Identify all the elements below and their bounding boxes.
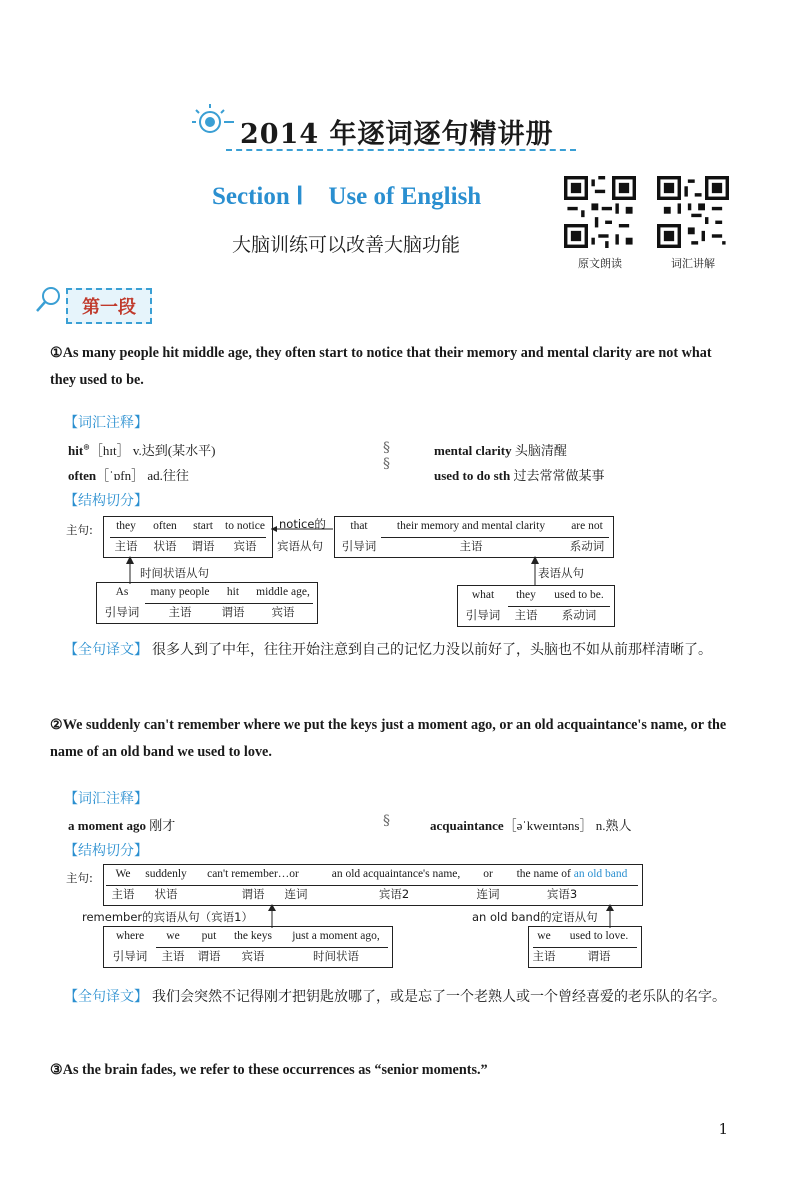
- sentence-3: ③As the brain fades, we refer to these occurrences as “senior moments.”: [50, 1062, 488, 1078]
- remember-clause-box: where we put the keys just a moment ago, 引导词 主语 谓语 宾语 时间状语: [103, 926, 393, 968]
- main-clause-label: 主句:: [66, 871, 93, 885]
- qr-code-vocab[interactable]: [657, 176, 729, 248]
- lightbulb-icon: [188, 98, 238, 142]
- vocab-item: mental clarity 头脑清醒: [434, 443, 567, 458]
- main-clause-box: We suddenly can't remember…or an old acquaintance's name, or the name of an old band 主语 状语 谓语 连词 宾语2 连词 宾语3: [103, 864, 643, 906]
- paragraph-badge: 第一段: [66, 288, 152, 324]
- vocab-item: often［ˈɒfn］ ad.往往: [68, 468, 189, 483]
- sentence-2: ②We suddenly can't remember where we put the keys just a moment ago, or an old acquaintance's name, or the name of an old band we used to love.: [50, 717, 727, 760]
- object-clause-box: that their memory and mental clarity are not 引导词 主语 系动词: [334, 516, 614, 558]
- structure-tag-2: 【结构切分】: [64, 843, 148, 859]
- predicative-clause-box: what they used to be. 引导词 主语 系动词: [457, 585, 615, 627]
- main-clause-box: they often start to notice 主语 状语 谓语 宾语: [103, 516, 273, 558]
- vocab-tag-1: 【词汇注释】: [64, 415, 148, 431]
- qr-label-vocab: 词汇讲解: [671, 257, 715, 270]
- page-title: 2014 年逐词逐句精讲册: [240, 119, 554, 150]
- vocab-item: used to do sth 过去常常做某事: [434, 468, 605, 483]
- arrow-left-icon: [269, 522, 334, 536]
- time-clause-box: As many people hit middle age, 引导词 主语 谓语 宾语: [96, 582, 318, 624]
- vocab-item: hit⊛［hɪt］ v.达到(某水平): [68, 442, 216, 458]
- vocab-item: acquaintance［əˈkweɪntəns］ n.熟人: [430, 818, 632, 833]
- subtitle: 大脑训练可以改善大脑功能: [232, 234, 461, 256]
- page-number: 1: [718, 1120, 728, 1138]
- arrow-up-icon: [120, 556, 140, 584]
- attributive-clause-label: an old band的定语从句: [472, 910, 598, 924]
- qr-code-audio[interactable]: [564, 176, 636, 248]
- divider-glyph: § §: [383, 440, 390, 472]
- title-divider: [226, 149, 576, 151]
- attributive-clause-box: we used to love. 主语 谓语: [528, 926, 642, 968]
- vocab-tag-2: 【词汇注释】: [64, 791, 148, 807]
- arrow-up-icon: [264, 904, 280, 928]
- time-clause-label: 时间状语从句: [140, 566, 209, 580]
- arrow-up-icon: [602, 904, 618, 928]
- structure-tag-1: 【结构切分】: [64, 493, 148, 509]
- qr-label-audio: 原文朗读: [578, 257, 622, 270]
- remember-clause-label: remember的宾语从句（宾语1）: [82, 910, 253, 924]
- sentence-1: ①As many people hit middle age, they often start to notice that their memory and mental clarity are not what they used to be.: [50, 345, 712, 388]
- vocab-item: a moment ago 刚才: [68, 818, 176, 833]
- predicative-clause-label: 表语从句: [538, 566, 584, 580]
- translation-1: 【全句译文】 很多人到了中年，往往开始注意到自己的记忆力没以前好了，头脑也不如从前那样清晰了。: [64, 642, 712, 658]
- notice-label: notice的: [279, 517, 326, 531]
- divider-glyph: §: [383, 813, 390, 829]
- translation-2: 【全句译文】 我们会突然不记得刚才把钥匙放哪了，或是忘了一个老熟人或一个曾经喜爱的老乐队的名字。: [64, 989, 726, 1005]
- object-clause-label: 宾语从句: [277, 539, 323, 553]
- magnifier-icon: [34, 284, 64, 314]
- section-title: Section Ⅰ Use of English: [212, 183, 482, 210]
- main-clause-label: 主句:: [66, 523, 93, 537]
